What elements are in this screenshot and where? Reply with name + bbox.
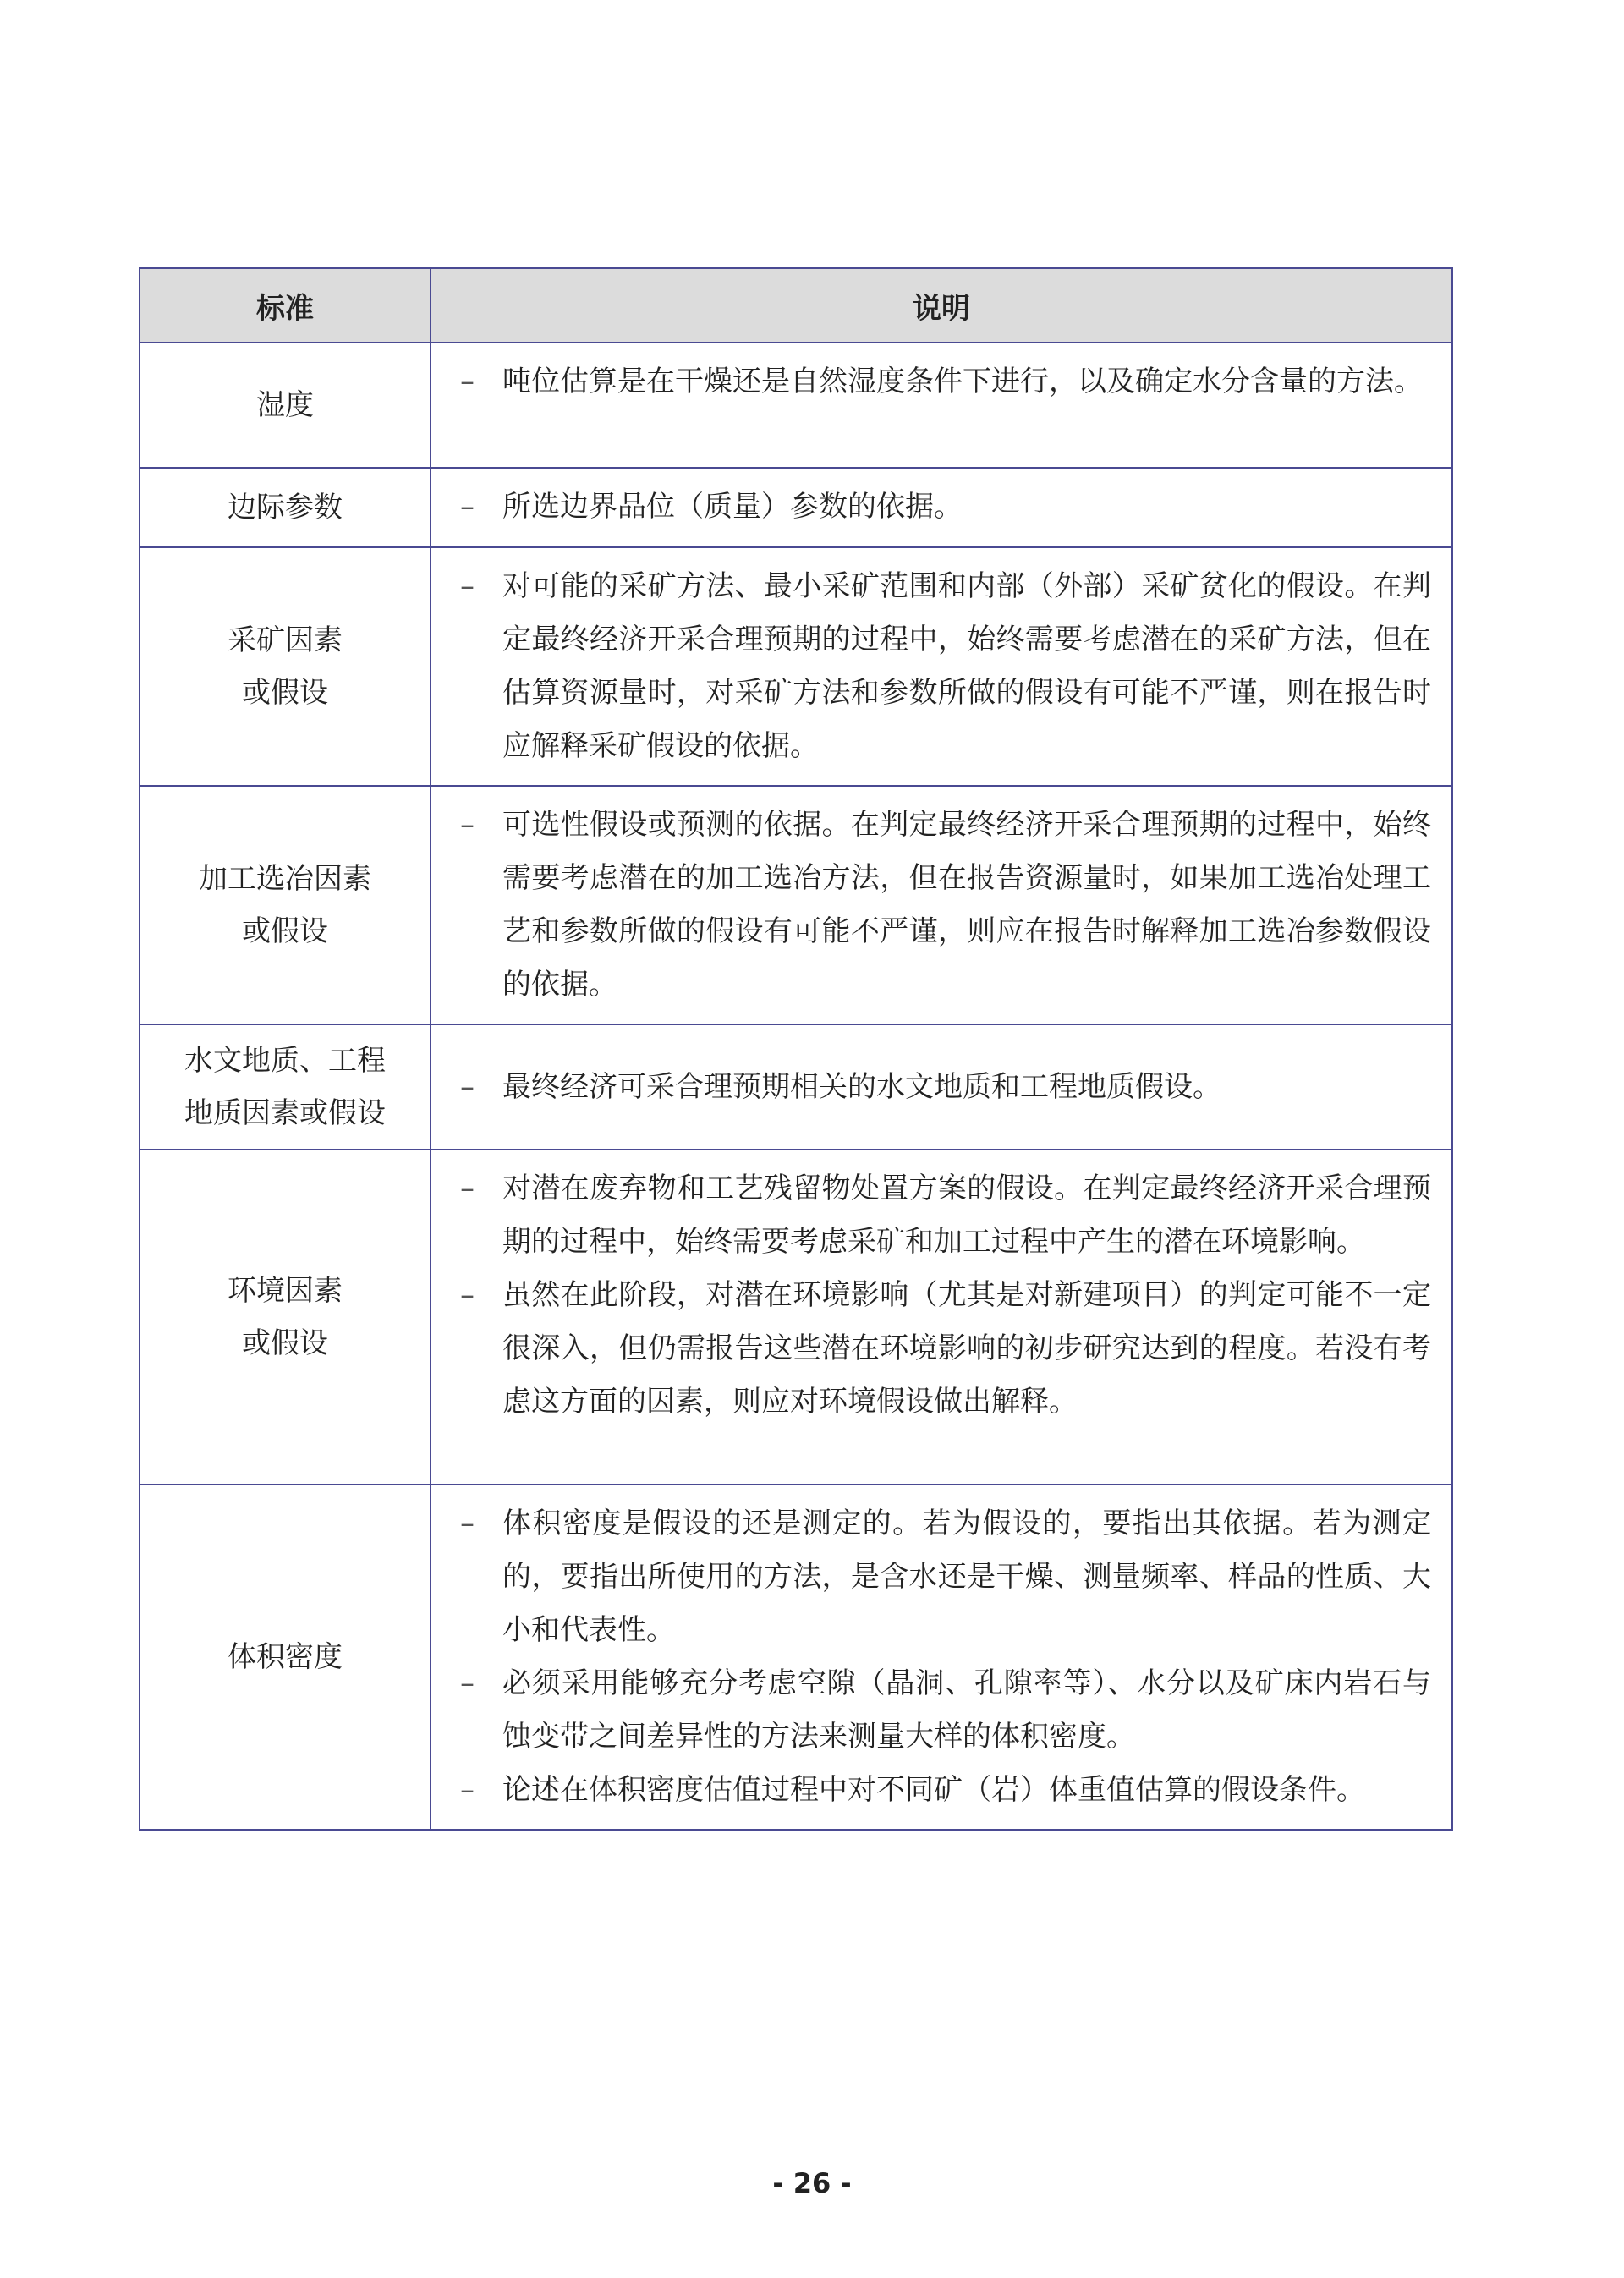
item-text: 论述在体积密度估值过程中对不同矿（岩）体重值估算的假设条件。: [502, 1773, 1365, 1807]
criterion-cell: [140, 1024, 431, 1150]
criterion-label: 加工选冶因素: [199, 862, 371, 896]
table-row: [140, 343, 1452, 468]
list-item: [431, 1764, 1431, 1817]
table-row: [140, 547, 1452, 786]
dash-marker: –: [460, 569, 475, 603]
description-cell: [431, 786, 1452, 1024]
table-row: [140, 468, 1452, 547]
item-text: 必须采用能够充分考虑空隙（晶洞、孔隙率等）、水分以及矿床内岩石与蚀变带之间差异性的方法来测量大样的体积密度。: [502, 1666, 1431, 1754]
page-number: - 26 -: [772, 2167, 852, 2199]
criterion-cell: [140, 547, 431, 786]
table-row: [140, 1485, 1452, 1830]
criterion-cell: [140, 343, 431, 468]
criterion-label: 水文地质、工程: [184, 1044, 386, 1078]
criterion-cell: [140, 1485, 431, 1830]
item-text: 对可能的采矿方法、最小采矿范围和内部（外部）采矿贫化的假设。在判定最终经济开采合理预期的过程中，始终需要考虑潜在的采矿方法，但在估算资源量时，对采矿方法和参数所做的假设有可能不严谨，则在报告时应解释采矿假设的依据。: [502, 569, 1431, 763]
description-cell: [431, 343, 1452, 468]
criterion-label: 地质因素或假设: [184, 1096, 386, 1130]
criteria-table: [139, 267, 1453, 1831]
list-item: [431, 799, 1431, 1012]
table-row: [140, 786, 1452, 1024]
item-text: 可选性假设或预测的依据。在判定最终经济开采合理预期的过程中，始终需要考虑潜在的加工选冶方法，但在报告资源量时，如果加工选冶处理工艺和参数所做的假设有可能不严谨，则应在报告时解释加工选冶参数假设的依据。: [502, 808, 1431, 1002]
table-row: [140, 1150, 1452, 1485]
dash-marker: –: [460, 490, 475, 524]
table-row: [140, 1024, 1452, 1150]
dash-marker: –: [460, 365, 475, 398]
dash-marker: –: [460, 1773, 475, 1807]
item-text: 所选边界品位（质量）参数的依据。: [502, 490, 963, 524]
criterion-label: 边际参数: [228, 491, 343, 524]
criterion-label: 湿度: [256, 388, 314, 422]
item-text: 体积密度是假设的还是测定的。若为假设的，要指出其依据。若为测定的，要指出所使用的方法，是含水还是干燥、测量频率、样品的性质、大小和代表性。: [502, 1507, 1431, 1647]
criterion-cell: [140, 786, 431, 1024]
criterion-cell: [140, 468, 431, 547]
item-text: 最终经济可采合理预期相关的水文地质和工程地质假设。: [502, 1069, 1221, 1104]
dash-marker: –: [460, 1278, 475, 1312]
description-cell: [431, 468, 1452, 547]
dash-marker: –: [460, 1666, 475, 1700]
item-text: 对潜在废弃物和工艺残留物处置方案的假设。在判定最终经济开采合理预期的过程中，始终需要考虑采矿和加工过程中产生的潜在环境影响。: [502, 1172, 1431, 1259]
dash-marker: –: [460, 808, 475, 842]
list-item: [431, 560, 1431, 773]
item-text: 吨位估算是在干燥还是自然湿度条件下进行，以及确定水分含量的方法。: [502, 365, 1423, 398]
criterion-cell: [140, 1150, 431, 1485]
criterion-label: 或假设: [242, 1326, 328, 1360]
list-item: [431, 355, 1431, 409]
dash-marker: –: [460, 1172, 475, 1205]
description-cell: [431, 1485, 1452, 1830]
list-item: [431, 1061, 1431, 1114]
description-cell: [431, 547, 1452, 786]
description-cell: [431, 1024, 1452, 1150]
criterion-label: 体积密度: [228, 1640, 343, 1674]
criterion-label: 环境因素: [228, 1274, 343, 1308]
description-cell: [431, 1150, 1452, 1485]
header-description: 说明: [431, 268, 1452, 343]
list-item: [431, 1497, 1431, 1657]
header-criterion: 标准: [140, 268, 431, 343]
table-header-row: [140, 268, 1452, 343]
list-item: [431, 1269, 1431, 1429]
criterion-label: 或假设: [242, 676, 328, 710]
list-item: [431, 480, 1431, 534]
list-item: [431, 1162, 1431, 1269]
criterion-label: 或假设: [242, 914, 328, 948]
criterion-label: 采矿因素: [228, 623, 343, 657]
list-item: [431, 1657, 1431, 1764]
dash-marker: –: [460, 1069, 475, 1104]
item-text: 虽然在此阶段，对潜在环境影响（尤其是对新建项目）的判定可能不一定很深入，但仍需报告这些潜在环境影响的初步研究达到的程度。若没有考虑这方面的因素，则应对环境假设做出解释。: [502, 1278, 1431, 1419]
dash-marker: –: [460, 1507, 475, 1540]
